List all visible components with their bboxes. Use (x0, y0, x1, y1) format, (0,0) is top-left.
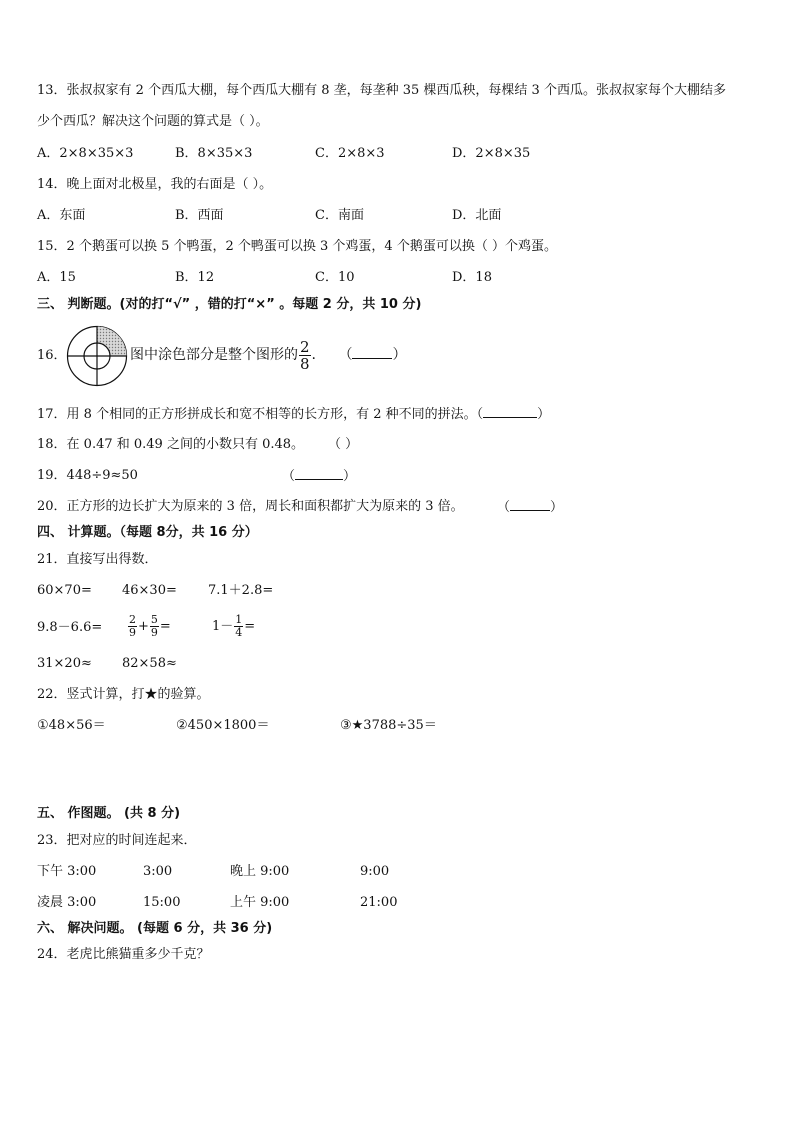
q17-statement (37, 405, 550, 424)
q13-option-d: D．2×8×35 (452, 146, 531, 161)
q16-answer-paren-right: ） (392, 347, 407, 363)
q21-frac-5-9 (150, 614, 159, 639)
q16-fraction (299, 339, 311, 372)
section-6-heading: 六、 解决问题。 (每题 6 分，共 36 分) (37, 921, 273, 936)
q14-text: 14．晚上面对北极星，我的右面是（ ）。 (37, 177, 273, 192)
q18-text: 18．在 0.47 和 0.49 之间的小数只有 0.48。 (37, 437, 305, 452)
q20-answer-blank[interactable] (510, 498, 550, 511)
q14-option-d: D．北面 (452, 208, 502, 223)
q16-circle-figure (66, 325, 128, 387)
q21-frac-1-4-num: 1 (235, 613, 243, 626)
q21-frac-5-9-den: 9 (150, 626, 158, 639)
q16-text: 图中涂色部分是整个图形的 (130, 347, 298, 363)
q13-line2: 少个西瓜？解决这个问题的算式是（ ）。 (37, 114, 269, 129)
q21-title: 21．直接写出得数． (37, 552, 158, 567)
q21-one-minus: 1－ (212, 619, 234, 634)
q14-option-c: C．南面 (315, 208, 364, 223)
q21-frac-5-9-num: 5 (150, 613, 158, 626)
q21-r2-c1: 9.8－6.6= (37, 620, 103, 635)
q15-option-d: D．18 (452, 270, 492, 285)
q21-frac-2-9 (128, 614, 137, 639)
q21-plus: + (138, 619, 149, 634)
q17-text: 17．用 8 个相同的正方形拼成长和宽不相等的长方形，有 2 种不同的拼法。（ (37, 407, 484, 422)
q23-r2-c2: 15:00 (143, 895, 181, 910)
q21-r3-c2: 82×58≈ (122, 656, 177, 671)
q23-r1-c1: 下午 3:00 (37, 864, 97, 879)
q20-answer-paren-right: ） (550, 500, 564, 515)
q23-r2-c1: 凌晨 3:00 (37, 895, 97, 910)
q14-option-a: A．东面 (37, 208, 86, 223)
q21-equals-1: = (159, 619, 171, 634)
q21-r1-c1: 60×70= (37, 583, 92, 598)
q21-equals-2: = (244, 619, 256, 634)
q16-number: 16． (37, 348, 67, 363)
q23-r1-c4: 9:00 (360, 864, 390, 879)
q22-item-1: ①48×56＝ (37, 718, 106, 733)
q19-text: 19．448÷9≈50 (37, 468, 138, 483)
q21-frac-1-4-den: 4 (235, 626, 243, 639)
q16-fraction-numerator: 2 (300, 337, 310, 356)
q17-answer-blank[interactable] (483, 405, 537, 418)
q21-r1-c2: 46×30= (122, 583, 177, 598)
q22-item-3: ③★3788÷35＝ (340, 718, 437, 733)
q16-answer-paren-left: （ (338, 347, 353, 363)
q22-title: 22．竖式计算，打★的验算。 (37, 687, 210, 702)
q23-title: 23．把对应的时间连起来． (37, 833, 197, 848)
q18-answer-paren[interactable]: （ ） (328, 437, 359, 452)
q20-text: 20．正方形的边长扩大为原来的 3 倍，周长和面积都扩大为原来的 3 倍。 (37, 499, 464, 514)
q14-option-b: B．西面 (175, 208, 224, 223)
q20-answer-paren-left: （ (497, 500, 511, 515)
q24-text: 24．老虎比熊猫重多少千克？ (37, 947, 210, 962)
q21-r2-c3 (212, 609, 255, 645)
q19-answer (282, 467, 356, 486)
q13-option-c: C．2×8×3 (315, 146, 385, 161)
q15-option-c: C．10 (315, 270, 355, 285)
q16-tail: . (311, 347, 316, 363)
q21-frac-1-4 (234, 614, 243, 639)
section-5-heading: 五、 作图题。 (共 8 分) (37, 806, 181, 821)
q13-option-a: A．2×8×35×3 (37, 146, 134, 161)
q17-answer-paren-right: ） (537, 407, 551, 422)
q15-option-b: B．12 (175, 270, 215, 285)
q21-r3-c1: 31×20≈ (37, 656, 92, 671)
q19-answer-paren-right: ） (343, 469, 357, 484)
q21-frac-2-9-den: 9 (129, 626, 136, 639)
q16-answer-blank[interactable] (352, 346, 392, 359)
q23-r1-c2: 3:00 (143, 864, 173, 879)
q23-r2-c4: 21:00 (360, 895, 398, 910)
q16-fraction-denominator: 8 (300, 354, 310, 373)
q15-text: 15．2 个鹅蛋可以换 5 个鸭蛋，2 个鸭蛋可以换 3 个鸡蛋，4 个鹅蛋可以换（ ）个鸡蛋。 (37, 239, 557, 254)
q13-option-b: B．8×35×3 (175, 146, 253, 161)
q19-answer-blank[interactable] (295, 467, 343, 480)
section-4-heading: 四、 计算题。（每题 8分，共 16 分） (37, 525, 258, 540)
q20-answer (497, 498, 563, 517)
section-3-heading: 三、 判断题。(对的打“√” ，错的打“×” 。每题 2 分，共 10 分) (37, 297, 422, 312)
q23-r2-c3: 上午 9:00 (230, 895, 290, 910)
q21-frac-2-9-num: 2 (129, 613, 136, 626)
q15-option-a: A．15 (37, 270, 76, 285)
q21-r2-c2 (127, 609, 171, 645)
q21-r1-c3: 7.1＋2.8= (208, 583, 274, 598)
q19-answer-paren-left: （ (282, 469, 296, 484)
q22-item-2: ②450×1800＝ (176, 718, 270, 733)
q23-r1-c3: 晚上 9:00 (230, 864, 290, 879)
q16-statement (130, 338, 406, 372)
q13-line1: 13．张叔叔家有 2 个西瓜大棚，每个西瓜大棚有 8 垄，每垄种 35 棵西瓜秧，每棵结 3 个西瓜。张叔叔家每个大棚结多 (37, 83, 726, 98)
